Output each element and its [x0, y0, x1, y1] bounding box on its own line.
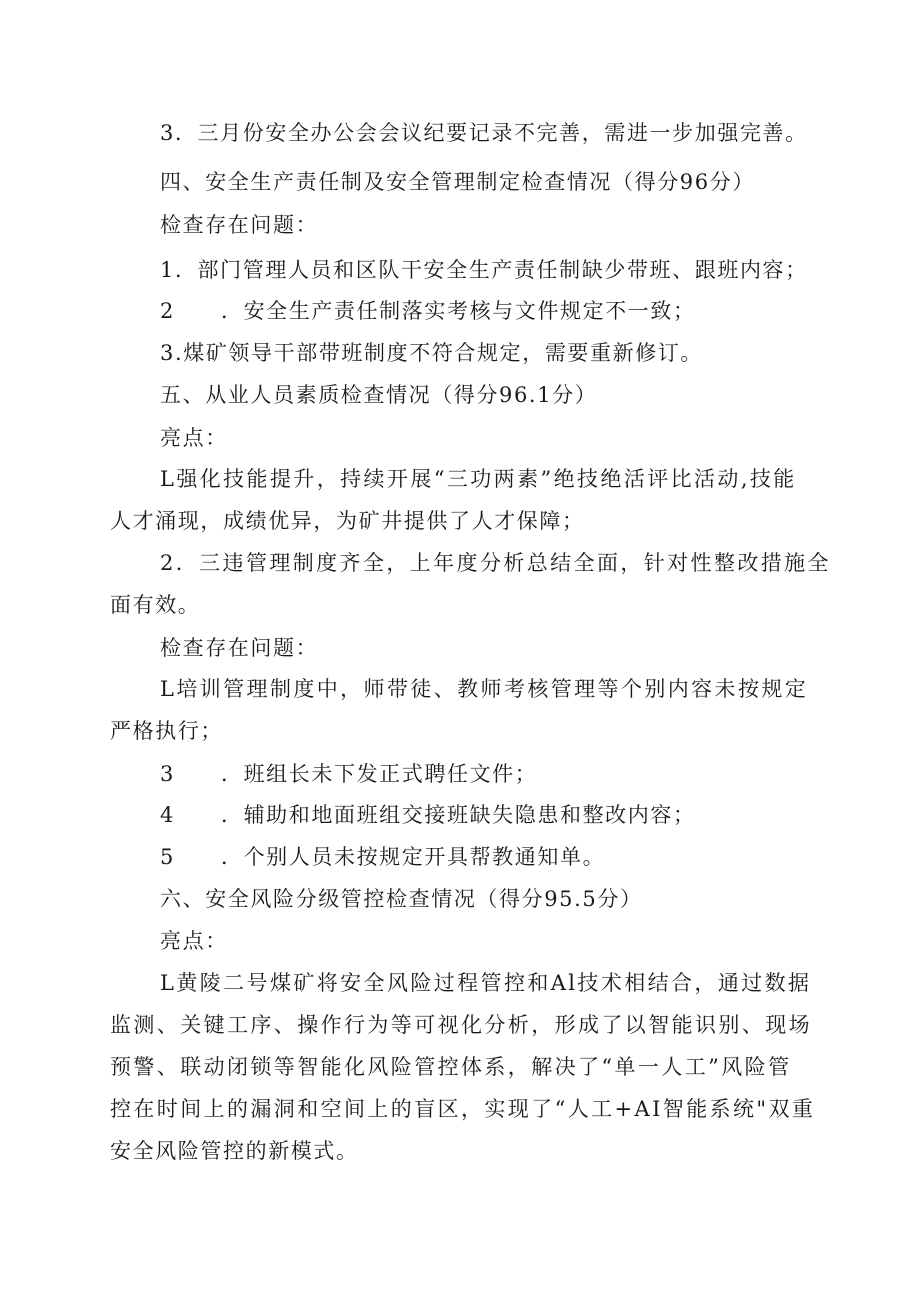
highlight-1-line-2: 人才涌现，成绩优异，为矿井提供了人才保障；	[110, 509, 585, 533]
issue-number: 3	[160, 762, 175, 786]
issue-number: 5	[160, 845, 175, 869]
issue-text: ．安全生产责任制落实考核与文件规定不一致；	[220, 299, 696, 323]
issue-text: ．辅助和地面班组交接班缺失隐患和整改内容；	[220, 803, 696, 827]
issue-5-notices	[160, 842, 605, 872]
issue-training-line-2: 严格执行；	[110, 719, 223, 743]
section-6-heading: 六、安全风险分级管控检查情况（得分95.5分）	[160, 887, 643, 911]
highlights-heading: 亮点：	[160, 426, 228, 450]
issue-3-shift-leadership: 3.煤矿领导干部带班制度不符合规定，需要重新修订。	[160, 341, 704, 365]
item-office-meeting-minutes: 3．三月份安全办公会会议纪要记录不完善，需进一步加强完善。	[160, 121, 808, 145]
section-4-heading: 四、安全生产责任制及安全管理制定检查情况（得分96分）	[160, 170, 755, 194]
issues-heading: 检查存在问题：	[160, 636, 319, 660]
highlight-ai-line-1: L黄陵二号煤矿将安全风险过程管控和Al技术相结合，通过数据	[160, 971, 812, 995]
issues-heading: 检查存在问题：	[160, 213, 319, 237]
issue-text: ．个别人员未按规定开具帮教通知单。	[220, 845, 606, 869]
issue-1-responsibility: 1．部门管理人员和区队干安全生产责任制缺少带班、跟班内容；	[160, 258, 808, 282]
issue-training-line-1: L培训管理制度中，师带徒、教师考核管理等个别内容未按规定	[160, 677, 809, 701]
issue-4-shift-handover	[160, 800, 696, 830]
issue-number: 4	[160, 803, 175, 827]
highlight-1-line-1: L强化技能提升，持续开展“三功两素”绝技绝活评比活动,技能	[160, 467, 797, 491]
highlight-ai-line-5: 安全风险管控的新模式。	[110, 1139, 359, 1163]
highlight-2-line-1: 2．三违管理制度齐全，上年度分析总结全面，针对性整改措施全	[160, 551, 831, 575]
highlights-heading: 亮点：	[160, 929, 228, 953]
section-5-heading: 五、从业人员素质检查情况（得分96.1分）	[160, 383, 598, 407]
issue-2-assessment	[160, 296, 696, 326]
issue-text: ．班组长未下发正式聘任文件；	[220, 762, 538, 786]
highlight-ai-line-4: 控在时间上的漏洞和空间上的盲区，实现了“人工+AI智能系统"双重	[110, 1097, 816, 1121]
highlight-ai-line-2: 监测、关键工序、操作行为等可视化分析，形成了以智能识别、现场	[110, 1013, 812, 1037]
issue-3-team-leader	[160, 759, 537, 789]
highlight-ai-line-3: 预警、联动闭锁等智能化风险管控体系，解决了“单一人工”风险管	[110, 1055, 792, 1079]
highlight-2-line-2: 面有效。	[110, 593, 201, 617]
issue-number: 2	[160, 299, 175, 323]
